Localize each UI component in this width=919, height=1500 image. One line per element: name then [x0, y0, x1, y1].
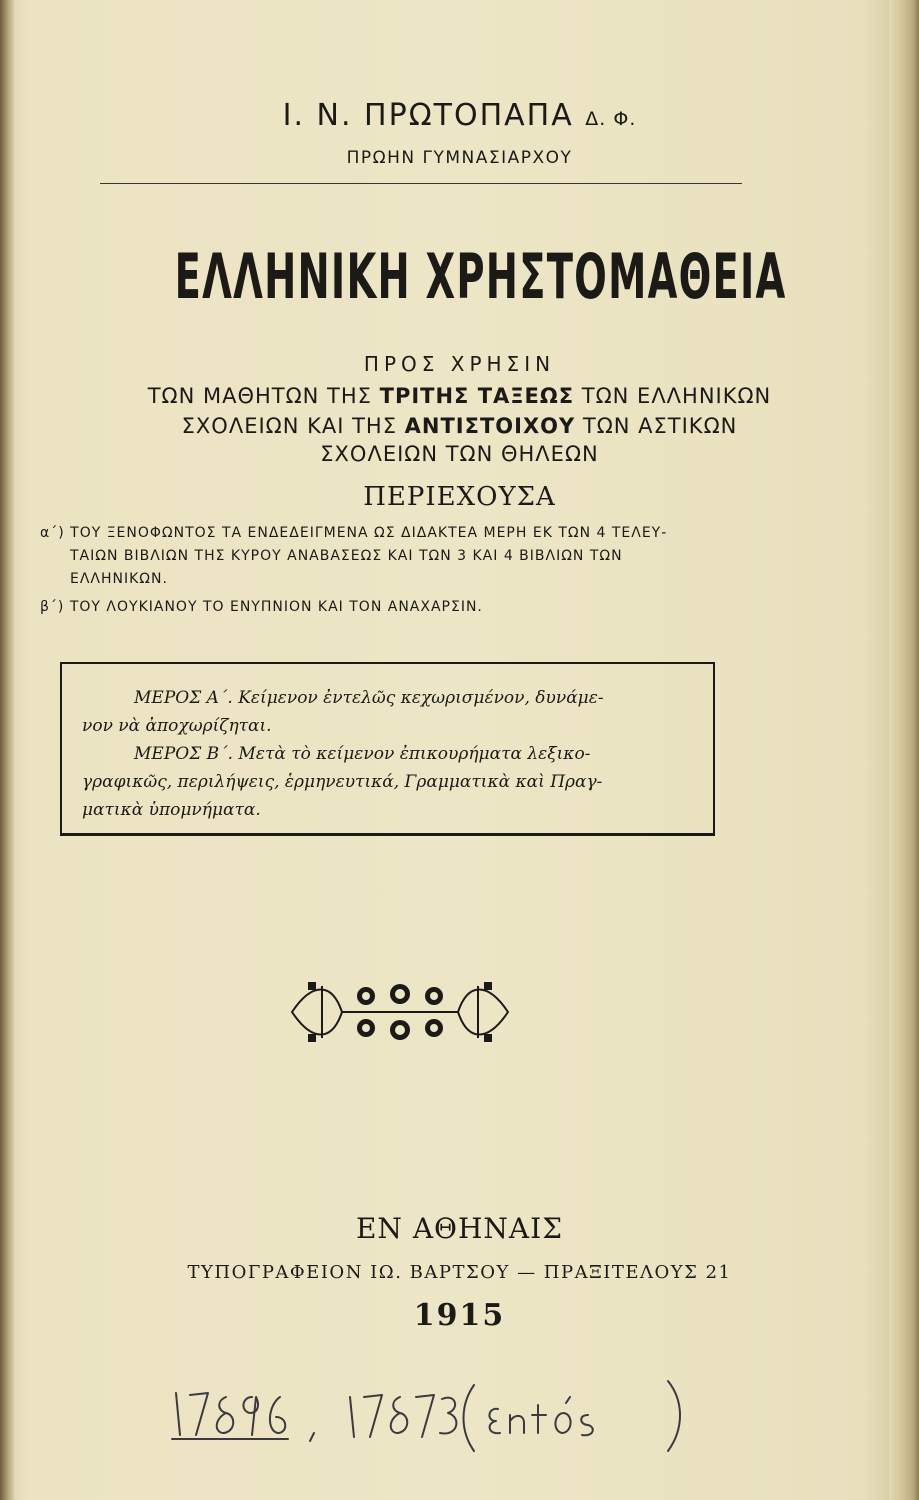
- imprint-year: 1915: [413, 1298, 506, 1333]
- part-a-text-1: Κείμενον ἐντελῶς κεχωρισμένον, δυνάμε-: [232, 688, 604, 708]
- purpose-line-2: [0, 414, 919, 438]
- part-a-label: ΜΕΡΟΣ Α΄.: [134, 688, 233, 708]
- contents-item-a-line-1: α΄) ΤΟΥ ΞΕΝΟΦΩΝΤΟΣ ΤΑ ΕΝΔΕΔΕΙΓΜΕΝΑ ΩΣ ΔΙΔΑΚΤΕΑ ΜΕΡΗ ΕΚ ΤΩΝ 4 ΤΕΛΕΥ-: [40, 525, 668, 541]
- part-b-line-1: [82, 740, 693, 768]
- part-b-text-1: Μετὰ τὸ κείμενον ἐπικουρήματα λεξικο-: [233, 744, 591, 764]
- parts-box: [60, 662, 715, 836]
- part-b-text-3: ματικὰ ὑπομνήματα.: [82, 800, 261, 820]
- purpose-line-1-b: ΤΡΙΤΗΣ ΤΑΞΕΩΣ: [379, 384, 575, 408]
- contents-heading: ΠΕΡΙΕΧΟΥΣΑ: [363, 482, 556, 512]
- author-name: Ι. Ν. ΠΡΩΤΟΠΑΠΑ: [282, 98, 574, 133]
- purpose-line-3: ΣΧΟΛΕΙΩΝ ΤΩΝ ΘΗΛΕΩΝ: [320, 442, 599, 466]
- author-degree: Δ. Φ.: [585, 108, 637, 130]
- purpose-line-1-c: ΤΩΝ ΕΛΛΗΝΙΚΩΝ: [574, 384, 772, 408]
- contents-item-a-line-2: ΤΑΙΩΝ ΒΙΒΛΙΩΝ ΤΗΣ ΚΥΡΟΥ ΑΝΑΒΑΣΕΩΣ ΚΑΙ ΤΩΝ 3 ΚΑΙ 4 ΒΙΒΛΙΩΝ ΤΩΝ: [70, 548, 623, 564]
- handwritten-note: [168, 1375, 688, 1455]
- contents-item-b: β΄) ΤΟΥ ΛΟΥΚΙΑΝΟΥ ΤΟ ΕΝΥΠΝΙΟΝ ΚΑΙ ΤΟΝ ΑΝΑΧΑΡΣΙΝ.: [40, 599, 483, 615]
- part-a-line-1: [82, 684, 693, 712]
- imprint-place: ΕΝ ΑΘΗΝΑΙΣ: [355, 1212, 563, 1245]
- divider-rule: [100, 183, 742, 184]
- purpose-heading: ΠΡΟΣ ΧΡΗΣΙΝ: [363, 352, 556, 376]
- part-b-text-2: γραφικῶς, περιλήψεις, ἑρμηνευτικά, Γραμματικὰ καὶ Πραγ-: [82, 772, 603, 792]
- part-b-label: ΜΕΡΟΣ Β΄.: [134, 744, 234, 764]
- author-line: [0, 98, 919, 133]
- contents-item-a-line-3: ΕΛΛΗΝΙΚΩΝ.: [70, 571, 168, 587]
- purpose-line-2-c: ΤΩΝ ΑΣΤΙΚΩΝ: [575, 414, 738, 438]
- ornament-icon: [282, 972, 518, 1052]
- author-position: ΠΡΩΗΝ ΓΥΜΝΑΣΙΑΡΧΟΥ: [346, 148, 573, 168]
- handwritten-shelfmark-icon: [168, 1375, 688, 1455]
- part-a-text-2: νον νὰ ἀποχωρίζηται.: [82, 716, 272, 736]
- imprint-printer: ΤΥΠΟΓΡΑΦΕΙΟΝ ΙΩ. ΒΑΡΤΣΟΥ — ΠΡΑΞΙΤΕΛΟΥΣ 21: [187, 1262, 732, 1283]
- book-title: ΕΛΛΗΝΙΚΗ ΧΡΗΣΤΟΜΑΘΕΙΑ: [174, 240, 787, 313]
- purpose-line-2-b: ΑΝΤΙΣΤΟΙΧΟΥ: [404, 414, 576, 438]
- purpose-line-2-a: ΣΧΟΛΕΙΩΝ ΚΑΙ ΤΗΣ: [181, 414, 405, 438]
- purpose-line-1: [0, 384, 919, 408]
- purpose-line-1-a: ΤΩΝ ΜΑΘΗΤΩΝ ΤΗΣ: [147, 384, 380, 408]
